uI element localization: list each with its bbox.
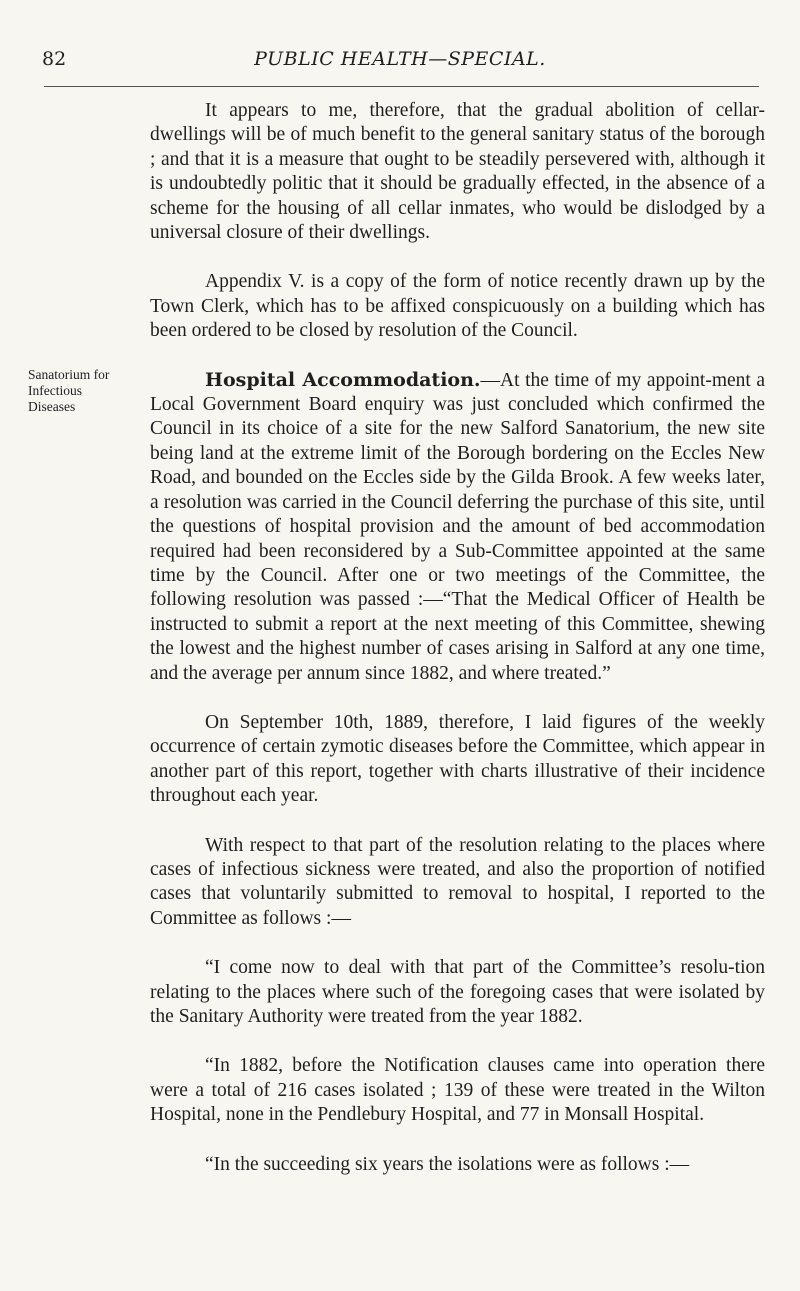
margin-note-line: Diseases — [28, 399, 76, 414]
paragraph — [150, 269, 765, 343]
paragraph-text: With respect to that part of the resolution relating to the places where cases of infectious sickness were treated, and also the proportion of notified cases that voluntarily submitted to removal to hospital, I reported to the Committee as follows :— — [150, 834, 765, 929]
paragraph-text: Appendix V. is a copy of the form of notice recently drawn up by the Town Clerk, which has to be affixed conspicuously on a building which has been ordered to be closed by resolution of the Council. — [150, 271, 765, 342]
paragraph-text: —At the time of my appoint-ment a Local Government Board enquiry was just concluded which confirmed the Council in its choice of a site for the new Salford Sanatorium, the new site being land at the extreme limit of the Borough bordering on the Eccles New Road, and bounded on the Eccles side by the Gilda Brook. A few weeks later, a resolution was carried in the Council deferring the purchase of this site, until the questions of hospital provision and the amount of bed accommodation required had been reconsidered by a Sub-Committee appointed at the same time by the Council. After one or two meetings of the Committee, the following resolution was passed :—“That the Medical Officer of Health be instructed to submit a report at the next meeting of this Committee, shewing the lowest and the highest number of cases arising in Salford at any one time, and the average per annum since 1882, and where treated.” — [150, 369, 765, 684]
paragraph — [150, 710, 765, 809]
section-heading: Hospital Accommodation. — [205, 368, 481, 391]
body-text — [150, 98, 765, 1201]
paragraph-text: “In 1882, before the Notification clauses came into operation there were a total of 216 cases isolated ; 139 of these were treated in the Wilton Hospital, none in the Pendlebury Hospital, and 77 in Monsall Hospital. — [150, 1055, 765, 1126]
running-head: PUBLIC HEALTH—SPECIAL. — [254, 48, 546, 70]
page-number: 82 — [42, 48, 67, 70]
paragraph-text: “I come now to deal with that part of the Committee’s resolu-tion relating to the places where such of the foregoing cases that were isolated by the Sanitary Authority were treated from the year 1882. — [150, 957, 765, 1027]
paragraph — [150, 1053, 765, 1127]
margin-note — [28, 367, 138, 415]
paragraph — [150, 368, 765, 686]
margin-note-line: Sanatorium for — [28, 367, 110, 382]
paragraph-text: It appears to me, therefore, that the gradual abolition of cellar-dwellings will be of much benefit to the general sanitary status of the borough ; and that it is a measure that ought to be steadily persevered with, although it is undoubtedly politic that it should be gradually effected, in the absence of a scheme for the housing of all cellar inmates, who would be dislodged by a universal closure of their dwellings. — [150, 100, 765, 244]
paragraph — [150, 98, 765, 245]
paragraph-text: “In the succeeding six years the isolations were as follows :— — [205, 1153, 690, 1175]
paragraph — [150, 1152, 765, 1177]
paragraph-text: On September 10th, 1889, therefore, I laid figures of the weekly occurrence of certain zymotic diseases before the Committee, which appear in another part of this report, together with charts illustrative of their incidence throughout each year. — [150, 711, 765, 807]
paragraph — [150, 955, 765, 1029]
header-rule — [44, 86, 759, 87]
margin-note-line: Infectious — [28, 383, 82, 398]
page-header — [0, 48, 800, 78]
paragraph — [150, 833, 765, 932]
